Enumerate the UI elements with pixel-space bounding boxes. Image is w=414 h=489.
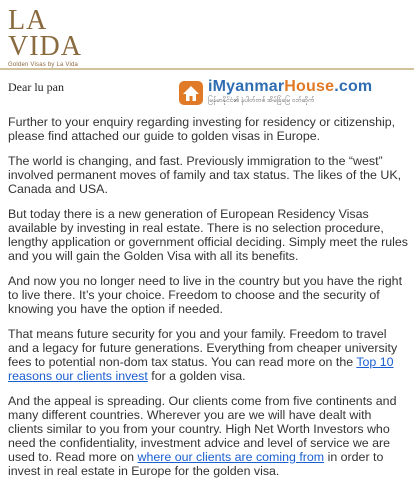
header-divider bbox=[0, 68, 414, 70]
greeting: Dear lu pan bbox=[8, 80, 64, 94]
paragraph-6 bbox=[8, 394, 408, 478]
paragraph-5-text-a: That means future security for you and your family. Freedom to travel and a legacy for future generations. Everything from cheaper university fees to potential non-dom tax status. You can read more on the bbox=[8, 327, 398, 369]
paragraph-1: Further to your enquiry regarding investing for residency or citizenship, please find attached our guide to golden visas in Europe. bbox=[8, 115, 396, 143]
logo-line-2: VIDA bbox=[8, 31, 82, 62]
logo-line-1: LA bbox=[8, 5, 48, 36]
paragraph-5 bbox=[8, 327, 408, 383]
top-10-reasons-link[interactable]: Top 10 reasons our clients invest bbox=[8, 355, 394, 383]
email-header bbox=[0, 0, 414, 68]
paragraph-6-text-b: in order to invest in real estate in Europe for the golden visa. bbox=[8, 450, 384, 478]
brand-name-tld: .com bbox=[334, 78, 373, 95]
house-icon bbox=[178, 80, 204, 106]
clients-origin-link[interactable]: where our clients are coming from bbox=[137, 450, 325, 464]
brand-name-main: iMyanmar bbox=[208, 78, 285, 95]
paragraph-4: And now you no longer need to live in the country but you have the right to live there. It’s your choice. Freedom to choose and the security of knowing you have the option if needed. bbox=[8, 274, 403, 316]
imyanmarhouse-watermark bbox=[178, 78, 408, 108]
la-vida-logo bbox=[8, 5, 108, 68]
paragraph-5-text-b: for a golden visa. bbox=[147, 369, 246, 383]
paragraph-6-text-a: And the appeal is spreading. Our clients come from five continents and many different countries. Wherever you are we will have dealt with clients similar to you from your country. High Net Worth Investors who need the confidentiality, investment advice and level of service we are used to. Read more on bbox=[8, 394, 397, 464]
letter-body bbox=[8, 115, 408, 489]
logo-tagline: Golden Visas by La Vida bbox=[8, 62, 79, 68]
brand-name-house: House bbox=[284, 78, 335, 95]
brand-tagline: မြန်မာနိုင်ငံ၏ နံပါတ်တစ် အိမ်ခြံမြေ ဝဘ်ဆိုက် bbox=[208, 97, 315, 104]
paragraph-3: But today there is a new generation of European Residency Visas available by investing in real estate. There is no selection procedure, lengthy application or government official deciding. Simply meet the rules and you will gain the Golden Visa with all its benefits. bbox=[8, 207, 408, 263]
brand-name bbox=[208, 78, 372, 96]
paragraph-2: The world is changing, and fast. Previously immigration to the “west” involved permanent moves of family and tax status. The likes of the UK, Canada and USA. bbox=[8, 154, 402, 196]
